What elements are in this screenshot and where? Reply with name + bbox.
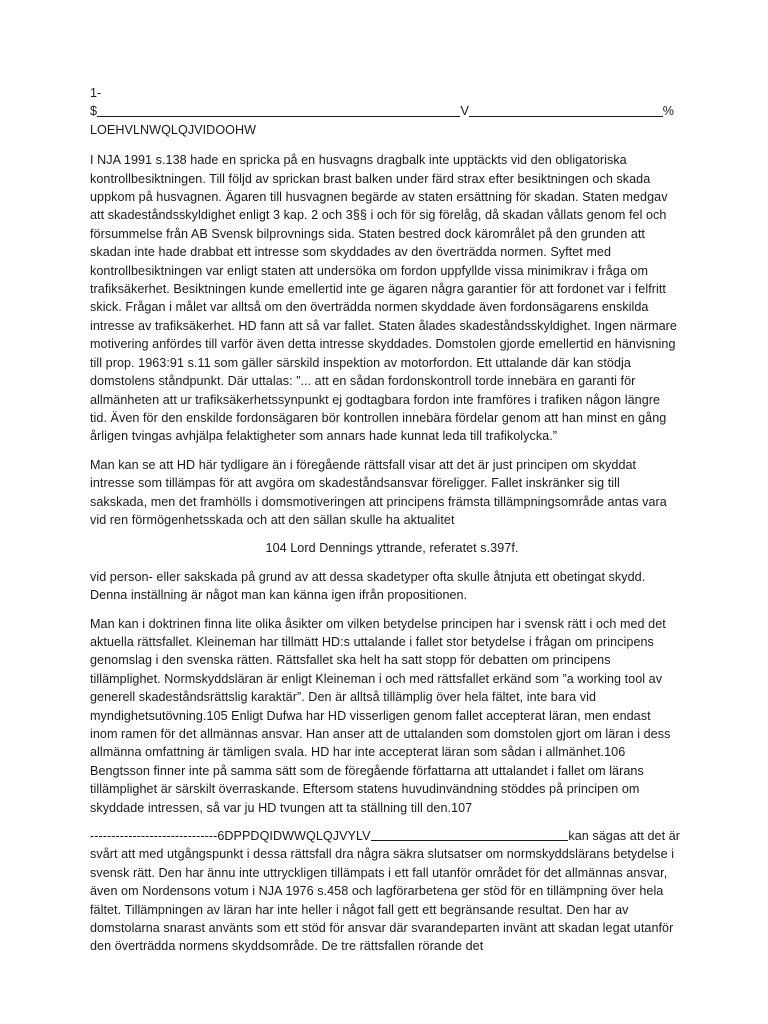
paragraph-3: vid person- eller sakskada på grund av att dessa skadetyper ofta skulle åtnjuta ett obetingat skydd. Denna inställning är något man kan känna igen ifrån propositionen. (90, 569, 646, 603)
header-rule-segment-1 (97, 115, 460, 117)
footnote-104: 104 Lord Dennings yttrande, referatet s.397f. (265, 541, 519, 556)
last-paragraph-start: kan sägas att det är (568, 829, 680, 844)
last-paragraph-garbled-heading: 6DPPDQIDWWQLQJVYLV (217, 829, 371, 844)
header-rule-segment-2 (469, 115, 663, 117)
header-line-1: 1- (90, 86, 102, 100)
document-page (90, 84, 680, 966)
header-rule-right-text: % (662, 104, 674, 119)
last-paragraph-rule (371, 839, 569, 841)
paragraph-2: Man kan se att HD här tydligare än i föregående rättsfall visar att det är just principen om skyddat intresse som tillämpas för att avgöra om skadeståndsansvar föreligger. Fallet inskränker sig till sakskada, men det framhölls i domsmotiveringen att principens främsta tillämpningsområde antas vara vid ren förmögenhetsskada och att den sällan skulle ha aktualitet (90, 457, 667, 527)
paragraph-1: I NJA 1991 s.138 hade en spricka på en husvagns dragbalk inte upptäckts vid den obligatoriska kontrollbesiktningen. Till följd av sprickan brast balken under färd strax efter besiktningen och skada uppkom på husvagnen. Ägaren till husvagnen begärde av staten ersättning för skadan. Staten medgav att skadeståndsskyldighet enligt 3 kap. 2 och 3§§ i och för sig förelåg, då skadan vållats genom fel och försummelse från AB Svensk bilprovnings sida. Staten bestred dock kärområlet på den grunden att skadan inte hade drabbat ett intresse som skyddades av den överträdda normen. Syftet med kontrollbesiktningen var enligt staten att undersöka om fordon uppfyllde vissa minimikrav i fråga om trafiksäkerhet. Besiktningen kunde emellertid inte ge ägaren några garantier för att fordonet var i felfritt skick. Frågan i målet var alltså om den överträdda normen skyddade även fordonsägarens enskilda intresse av trafiksäkerhet. HD fann att så var fallet. Staten ålades skadeståndsskyldighet. Ingen närmare motivering anfördes till varför även detta intresse skyddades. Domstolen gjorde emellertid en hänvisning till prop. 1963:91 s.11 som gäller särskild inspektion av motorfordon. Ett uttalande där kan stödja domstolens ståndpunkt. Där uttalas: ”... att en sådan fordonskontroll torde innebära en garanti för allmänheten att ur trafiksäkerhetssynpunkt ej godtagbara fordon inte framföres i trafiken någon längre tid. Även för den enskilde fordonsägaren bör kontrollen innebära fördelar genom att han minst en gång årligen tvingas avhjälpa felaktigheter som annars hade kunnat leda till trafikolycka.” (90, 153, 677, 444)
last-paragraph-dashes: ------------------------------ (90, 829, 218, 844)
header-rule-row (90, 102, 674, 120)
last-paragraph-first-line (90, 827, 680, 845)
paragraph-4: Man kan i doktrinen finna lite olika åsikter om vilken betydelse principen har i svensk rätt i och med det aktuella rättsfallet. Kleineman har tillmätt HD:s uttalande i fallet stor betydelse i frågan om principens genomslag i den svenska rätten. Rättsfallet ska helt ha satt stopp för debatten om principens tillämplighet. Normskyddsläran är enligt Kleineman i och med rättsfallet erkänd som ”a working tool av generell skadeståndsrättslig karaktär”. Den är alltså tillämplig över hela fältet, inte bara vid myndighetsutövning.105 Enligt Dufwa har HD visserligen genom fallet accepterat läran, men endast inom ramen för det allmännas ansvar. Han anser att de uttalanden som domstolen gjort om läran i dess allmänna omfattning är tämligen svala. HD har inte accepterat läran som sådan i allmänhet.106 Bengtsson finner inte på samma sätt som de föregående författarna att uttalandet i fallet om lärans tillämplighet är särskilt överraskande. Eftersom statens huvudinvändning stöddes på principen om skyddade intressen, så var ju HD tvungen att ta ställning till den.107 (90, 616, 671, 815)
last-paragraph-body: svårt att med utgångspunkt i dessa rättsfall dra några säkra slutsatser om normskyddslärans betydelse i svensk rätt. Den har ännu inte uttryckligen tillämpats i ett fall utanför området för det allmännas ansvar, även om Nordensons votum i NJA 1976 s.458 och lagförarbetena ger stöd för en tillämpning över hela fältet. Tillämpningen av läran har inte heller i något fall gett ett begränsande resultat. Den har av domstolarna snarast använts som ett stöd för ansvar där svarandeparten invänt att skadan legat utanför den överträdda normens skyddsområde. De tre rättsfallen rörande det (90, 847, 675, 954)
header-line-3: LOEHVLNWQLQJVIDOOHW (90, 122, 257, 137)
header-rule-mid-text: V (460, 104, 469, 119)
header-rule-left-text: $ (90, 104, 98, 119)
